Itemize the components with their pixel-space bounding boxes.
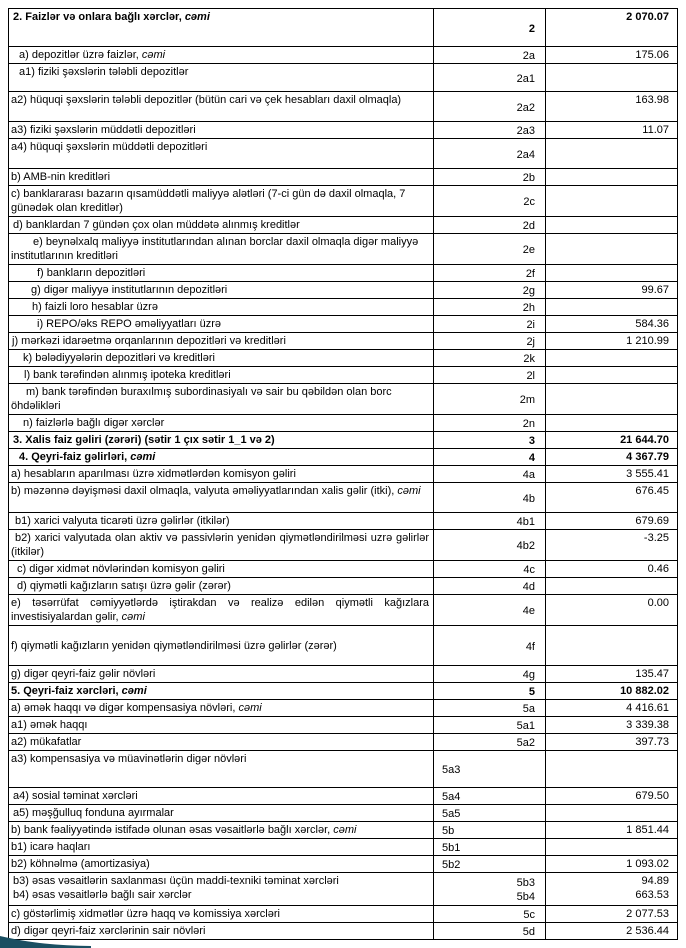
label-italic-suffix: cəmi [333,824,357,836]
row-amount: 135.47 [546,666,678,683]
row-amount: 4 367.79 [546,449,678,466]
row-label: j) mərkəzi idarəetmə orqanlarının depozitləri və kreditləri [9,333,434,350]
row-amount [546,217,678,234]
row-label: 5. Qeyri-faiz xərcləri, cəmi [9,683,434,700]
table-row [9,217,678,234]
row-code: 2m [434,384,546,415]
financial-statement-table [8,8,678,940]
row-code: 4b [434,483,546,513]
row-code-line: 5b3 [516,877,535,889]
table-row [9,683,678,700]
row-amount: 0.46 [546,561,678,578]
row-amount: 3 339.38 [546,717,678,734]
row-label: c) banklararası bazarın qısamüddətli maliyyə alətləri (7-ci gün də daxil olmaqla, 7 günədək olan kreditlər) [9,186,434,217]
label-italic-suffix: cəmi [184,11,210,23]
row-label: a) hesabların aparılması üzrə xidmətlərdən komisyon gəliri [9,466,434,483]
row-code: 2j [434,333,546,350]
table-row [9,873,678,906]
row-code: 5d [434,923,546,940]
table-row [9,282,678,299]
row-label: g) digər qeyri-faiz gəlir növləri [9,666,434,683]
row-amount [546,751,678,788]
table-row [9,578,678,595]
row-code: 4a [434,466,546,483]
row-label: n) faizlərlə bağlı digər xərclər [9,415,434,432]
row-amount [546,873,678,906]
row-label: f) bankların depozitləri [9,265,434,282]
page-corner-swoosh-icon [0,935,92,948]
row-amount [546,265,678,282]
row-label-line: b4) əsas vəsaitlərlə bağlı sair xərclər [13,889,192,901]
row-label: c) digər xidmət növlərindən komisyon gəliri [9,561,434,578]
table-row [9,923,678,940]
table-row [9,316,678,333]
row-amount [546,234,678,265]
row-code: 5b1 [434,839,546,856]
table-row [9,333,678,350]
row-label: a3) fiziki şəxslərin müddətli depozitləri [9,122,434,139]
row-amount [546,367,678,384]
table-row [9,265,678,282]
table-row [9,805,678,822]
row-code: 4c [434,561,546,578]
row-label: c) göstərlimiş xidmətlər üzrə haqq və komissiya xərcləri [9,906,434,923]
row-label: k) bələdiyyələrin depozitləri və kreditləri [9,350,434,367]
row-label: a5) məşğulluq fonduna ayırmalar [9,805,434,822]
table-row [9,384,678,415]
row-label: a1) əmək haqqı [9,717,434,734]
row-label: b) bank fəaliyyətində istifadə olunan əsas vəsaitlərlə bağlı xərclər, cəmi [9,822,434,839]
row-amount: 1 093.02 [546,856,678,873]
row-amount: 0.00 [546,595,678,626]
row-code: 2l [434,367,546,384]
row-label: b2) köhnəlmə (amortizasiya) [9,856,434,873]
table-row [9,122,678,139]
row-label: f) qiymətli kağızların yenidən qiymətləndirilməsi üzrə gəlirlər (zərər) [9,626,434,666]
row-code: 4f [434,626,546,666]
row-amount: 584.36 [546,316,678,333]
row-code: 5a2 [434,734,546,751]
row-label: b) AMB-nin kreditləri [9,169,434,186]
row-label: g) digər maliyyə institutlarının depozitləri [9,282,434,299]
row-amount: -3.25 [546,530,678,561]
row-code: 2c [434,186,546,217]
table-row [9,92,678,122]
row-label: a2) hüquqi şəxslərin tələbli depozitlər (bütün cari və çek hesabları daxil olmaqla) [9,92,434,122]
table-row [9,788,678,805]
table-row [9,751,678,788]
row-code: 2h [434,299,546,316]
row-amount: 679.69 [546,513,678,530]
row-amount: 21 644.70 [546,432,678,449]
row-code: 2a3 [434,122,546,139]
table-row [9,839,678,856]
row-amount [546,415,678,432]
row-label: a) depozitlər üzrə faizlər, cəmi [9,47,434,64]
label-italic-suffix: cəmi [141,49,166,61]
row-label: 4. Qeyri-faiz gəlirləri, cəmi [9,449,434,466]
row-code: 2a [434,47,546,64]
row-amount-line: 663.53 [635,889,669,901]
label-italic-suffix: cəmi [121,685,147,697]
table-body [9,9,678,940]
table-row [9,561,678,578]
row-code: 5b [434,822,546,839]
row-amount [546,805,678,822]
row-amount [546,169,678,186]
row-label: l) bank tərəfindən alınmış ipoteka kreditləri [9,367,434,384]
row-code: 2e [434,234,546,265]
table-row [9,350,678,367]
row-code: 5a5 [434,805,546,822]
table-row [9,299,678,316]
row-code: 2n [434,415,546,432]
table-row [9,234,678,265]
row-amount [546,186,678,217]
row-code: 4 [434,449,546,466]
row-label: b1) xarici valyuta ticarəti üzrə gəlirlər (itkilər) [9,513,434,530]
row-amount: 679.50 [546,788,678,805]
row-code: 2g [434,282,546,299]
table-row [9,700,678,717]
row-amount-line: 94.89 [641,875,669,887]
row-label: a1) fiziki şəxslərin tələbli depozitlər [9,64,434,92]
row-code: 5a [434,700,546,717]
row-label: b) məzənnə dəyişməsi daxil olmaqla, valyuta əməliyyatlarından xalis gəlir (itki), cəmi [9,483,434,513]
row-amount [546,578,678,595]
row-label: b2) xarici valyutada olan aktiv və passivlərin yenidən qiymətləndirilməsi uzrə gəlirlər (itkilər) [9,530,434,561]
table-row [9,367,678,384]
row-amount: 11.07 [546,122,678,139]
table-row [9,513,678,530]
row-amount: 2 077.53 [546,906,678,923]
table-row [9,47,678,64]
row-label: m) bank tərəfindən buraxılmış subordinasiyalı və sair bu qəbildən olan borc öhdəlikləri [9,384,434,415]
table-row [9,186,678,217]
row-label: d) banklardan 7 gündən çox olan müddətə alınmış kreditlər [9,217,434,234]
label-italic-suffix: cəmi [397,485,421,497]
row-code: 5c [434,906,546,923]
row-amount [546,384,678,415]
table-row [9,530,678,561]
row-label: i) REPO/əks REPO əməliyyatları üzrə [9,316,434,333]
row-code: 5a3 [434,751,546,788]
row-code: 2b [434,169,546,186]
table-row [9,626,678,666]
row-label: b1) icarə haqları [9,839,434,856]
row-label: d) qiymətli kağızların satışı üzrə gəlir (zərər) [9,578,434,595]
row-amount: 1 210.99 [546,333,678,350]
row-amount: 175.06 [546,47,678,64]
table-row [9,856,678,873]
table-row [9,449,678,466]
row-amount [546,299,678,316]
table-row [9,595,678,626]
row-code: 4e [434,595,546,626]
label-italic-suffix: cəmi [121,611,145,623]
row-code [434,873,546,906]
row-code: 2 [434,9,546,47]
row-amount: 4 416.61 [546,700,678,717]
table-row [9,432,678,449]
table-row [9,466,678,483]
row-amount [546,626,678,666]
row-code: 2f [434,265,546,282]
table-row [9,717,678,734]
row-code-line: 5b4 [516,891,535,903]
row-code: 2d [434,217,546,234]
row-code: 2k [434,350,546,367]
table-row [9,64,678,92]
row-amount [546,839,678,856]
row-amount: 10 882.02 [546,683,678,700]
table-row [9,734,678,751]
row-label: a4) sosial təminat xərcləri [9,788,434,805]
row-code: 2a1 [434,64,546,92]
table-row [9,9,678,47]
row-label-line: b3) əsas vəsaitlərin saxlanması üçün maddi-texniki təminat xərcləri [13,875,339,887]
row-amount: 99.67 [546,282,678,299]
table-row [9,666,678,683]
label-italic-suffix: cəmi [130,451,156,463]
row-label: a3) kompensasiya və müavinətlərin digər növləri [9,751,434,788]
row-amount: 2 536.44 [546,923,678,940]
row-label: 2. Faizlər və onlara bağlı xərclər, cəmi [9,9,434,47]
row-label: h) faizli loro hesablar üzrə [9,299,434,316]
table-row [9,169,678,186]
row-code: 4b1 [434,513,546,530]
row-code: 3 [434,432,546,449]
table-row [9,906,678,923]
row-amount [546,139,678,169]
row-code: 5b2 [434,856,546,873]
label-italic-suffix: cəmi [238,702,262,714]
row-label: a) əmək haqqı və digər kompensasiya növləri, cəmi [9,700,434,717]
row-label: e) təsərrüfat cəmiyyətlərdə iştirakdan və realizə edilən qiymətli kağızlara investisiyalardan gəlir, cəmi [9,595,434,626]
row-label: d) digər qeyri-faiz xərclərinin sair növləri [9,923,434,940]
row-amount: 676.45 [546,483,678,513]
row-amount: 1 851.44 [546,822,678,839]
row-code: 2a2 [434,92,546,122]
row-amount: 163.98 [546,92,678,122]
row-amount: 2 070.07 [546,9,678,47]
row-code: 4g [434,666,546,683]
table-row [9,139,678,169]
row-label: e) beynəlxalq maliyyə institutlarından alınan borclar daxil olmaqla digər maliyyə institutlarının kreditləri [9,234,434,265]
row-amount [546,350,678,367]
row-code: 2a4 [434,139,546,169]
table-row [9,483,678,513]
table-row [9,415,678,432]
row-code: 2i [434,316,546,333]
table-row [9,822,678,839]
row-amount: 3 555.41 [546,466,678,483]
row-code: 4b2 [434,530,546,561]
row-amount [546,64,678,92]
row-label: a4) hüquqi şəxslərin müddətli depozitləri [9,139,434,169]
row-label: 3. Xalis faiz gəliri (zərəri) (sətir 1 çıx sətir 1_1 və 2) [9,432,434,449]
row-label: a2) mükafatlar [9,734,434,751]
row-code: 4d [434,578,546,595]
row-code: 5a4 [434,788,546,805]
row-code: 5a1 [434,717,546,734]
row-amount: 397.73 [546,734,678,751]
row-code: 5 [434,683,546,700]
row-label [9,873,434,906]
